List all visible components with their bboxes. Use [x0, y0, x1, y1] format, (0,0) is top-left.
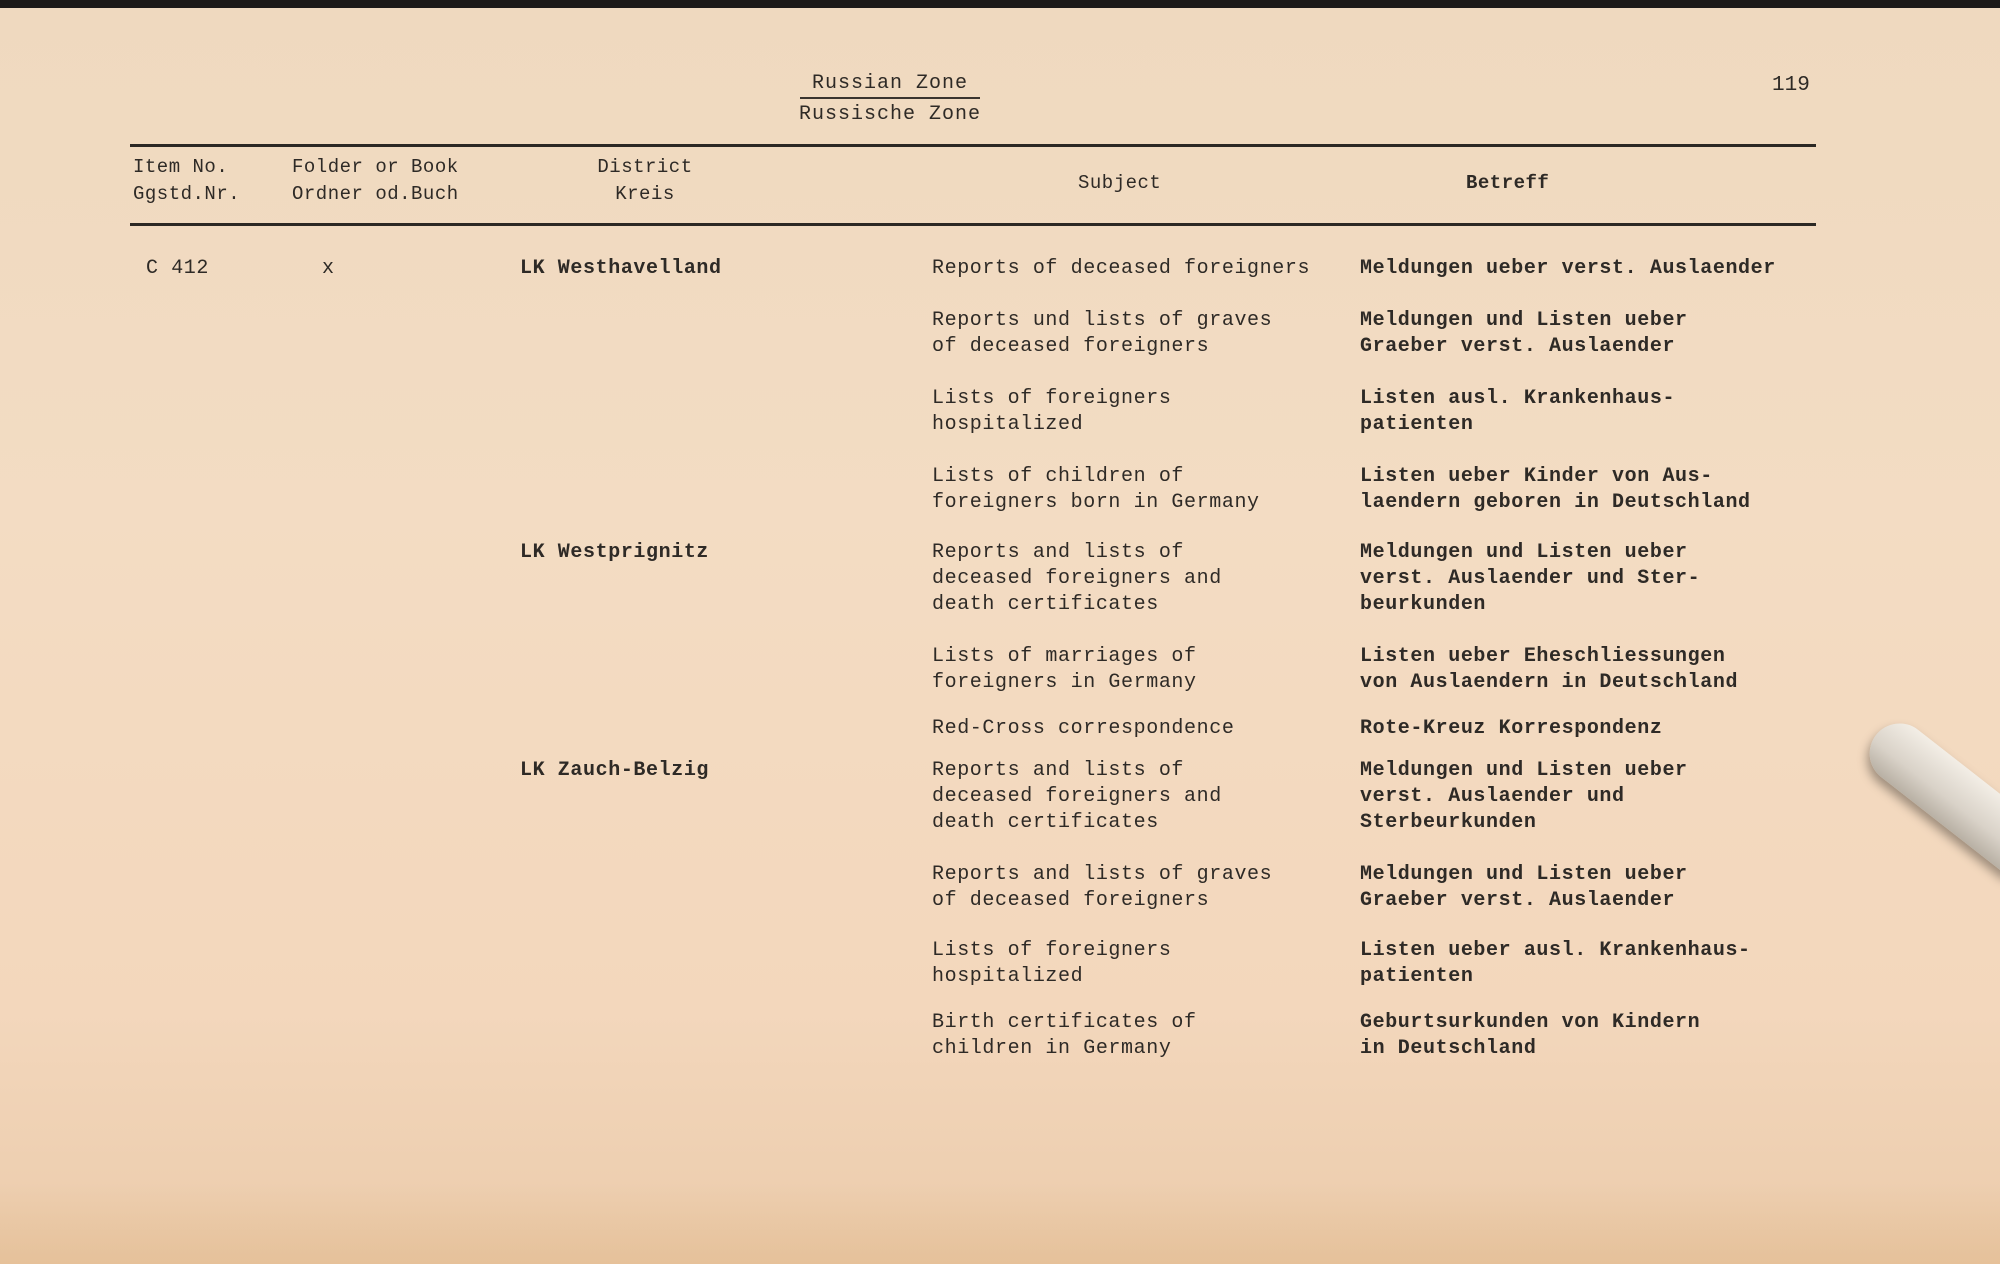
zone-title-en: Russian Zone: [800, 72, 980, 99]
row-subject: Lists of foreigners hospitalized: [932, 387, 1172, 436]
column-header-item: [133, 154, 240, 208]
row-subject: Lists of foreigners hospitalized: [932, 939, 1172, 988]
row-subject: Red-Cross correspondence: [932, 717, 1235, 740]
page-edge-shading: [0, 1183, 2000, 1264]
row-betreff: Listen ausl. Krankenhaus- patienten: [1360, 387, 1676, 436]
row-betreff: Listen ueber Kinder von Aus- laendern geboren in Deutschland: [1360, 465, 1751, 514]
row-subject: Lists of children of foreigners born in Germany: [932, 465, 1260, 514]
header-rule-bottom: [130, 223, 1816, 226]
column-header-betreff: Betreff: [1466, 172, 1550, 194]
column-header-district-en: District: [597, 156, 693, 178]
row-subject: Lists of marriages of foreigners in Germany: [932, 645, 1197, 694]
column-header-item-en: Item No.: [133, 156, 229, 178]
row-subject: Reports and lists of graves of deceased foreigners: [932, 863, 1273, 912]
row-subject: Birth certificates of children in Germany: [932, 1011, 1197, 1060]
folder-mark: x: [322, 257, 335, 280]
district-westprignitz: LK Westprignitz: [520, 541, 710, 564]
row-betreff: Meldungen und Listen ueber Graeber verst. Auslaender: [1360, 863, 1688, 912]
row-subject: Reports and lists of deceased foreigners and death certificates: [932, 541, 1222, 616]
row-subject: Reports of deceased foreigners: [932, 257, 1311, 280]
header-rule-top: [130, 144, 1816, 147]
row-betreff: Listen ueber Eheschliessungen von Auslaendern in Deutschland: [1360, 645, 1739, 694]
column-header-subject: Subject: [1078, 172, 1162, 194]
column-header-district-de: Kreis: [615, 183, 675, 205]
item-number: C 412: [146, 257, 210, 280]
row-betreff: Rote-Kreuz Korrespondenz: [1360, 717, 1663, 740]
column-header-folder: [292, 154, 459, 208]
column-header-district: [560, 154, 730, 208]
row-betreff: Meldungen und Listen ueber Graeber verst. Auslaender: [1360, 309, 1688, 358]
page-heading: [700, 72, 1080, 126]
district-zauch-belzig: LK Zauch-Belzig: [520, 759, 710, 782]
column-header-item-de: Ggstd.Nr.: [133, 183, 241, 205]
document-page: [0, 8, 2000, 1264]
row-betreff: Meldungen ueber verst. Auslaender: [1360, 257, 1776, 280]
page-number: 119: [1772, 74, 1810, 97]
district-westhavelland: LK Westhavelland: [520, 257, 722, 280]
row-betreff: Meldungen und Listen ueber verst. Auslaender und Sterbeurkunden: [1360, 759, 1688, 834]
row-subject: Reports and lists of deceased foreigners and death certificates: [932, 759, 1222, 834]
zone-title-de: Russische Zone: [798, 103, 982, 126]
column-header-folder-en: Folder or Book: [292, 156, 459, 178]
row-betreff: Meldungen und Listen ueber verst. Auslaender und Ster- beurkunden: [1360, 541, 1701, 616]
row-subject: Reports und lists of graves of deceased foreigners: [932, 309, 1273, 358]
row-betreff: Listen ueber ausl. Krankenhaus- patienten: [1360, 939, 1751, 988]
row-betreff: Geburtsurkunden von Kindern in Deutschland: [1360, 1011, 1701, 1060]
column-header-folder-de: Ordner od.Buch: [292, 183, 459, 205]
